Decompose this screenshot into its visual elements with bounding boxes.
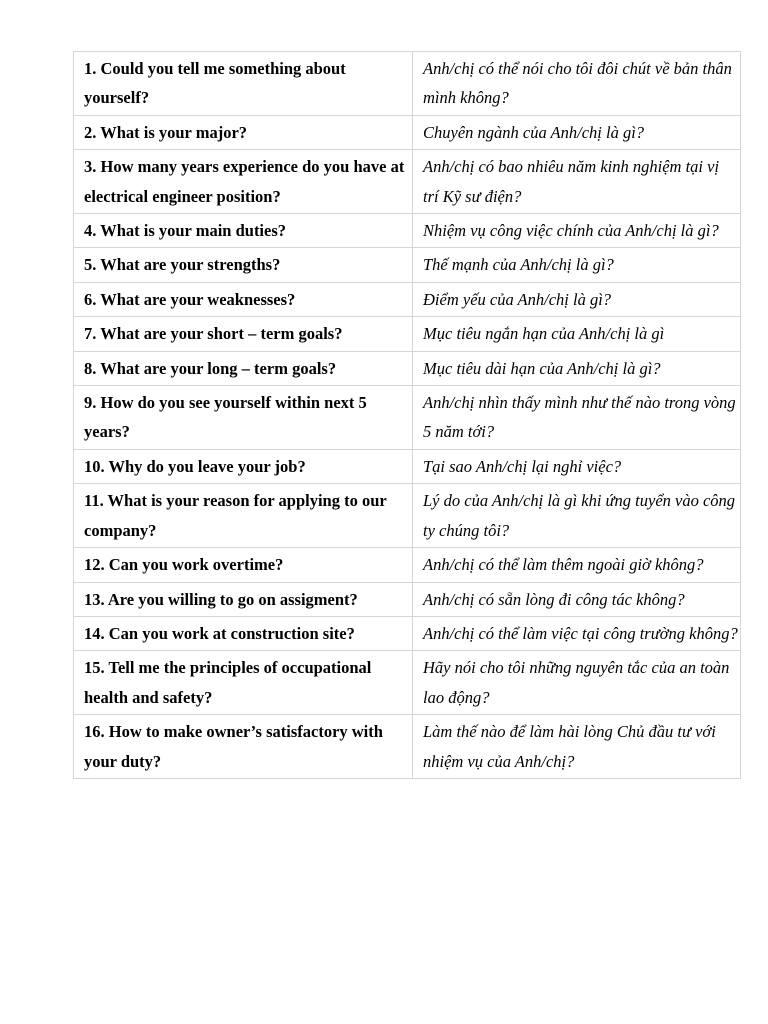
table-body <box>74 52 741 779</box>
table-row <box>74 582 741 616</box>
table-row <box>74 449 741 483</box>
question-cell: 15. Tell me the principles of occupational health and safety? <box>74 651 413 715</box>
answer-cell: Chuyên ngành của Anh/chị là gì? <box>413 115 741 149</box>
question-cell: 7. What are your short – term goals? <box>74 317 413 351</box>
question-cell: 11. What is your reason for applying to our company? <box>74 484 413 548</box>
answer-cell: Lý do của Anh/chị là gì khi ứng tuyển vào công ty chúng tôi? <box>413 484 741 548</box>
answer-cell: Nhiệm vụ công việc chính của Anh/chị là gì? <box>413 214 741 248</box>
answer-cell: Tại sao Anh/chị lại nghỉ việc? <box>413 449 741 483</box>
question-cell: 13. Are you willing to go on assigment? <box>74 582 413 616</box>
question-cell: 10. Why do you leave your job? <box>74 449 413 483</box>
question-cell: 4. What is your main duties? <box>74 214 413 248</box>
answer-cell: Anh/chị có bao nhiêu năm kinh nghiệm tại vị trí Kỹ sư điện? <box>413 150 741 214</box>
answer-cell: Điểm yếu của Anh/chị là gì? <box>413 282 741 316</box>
answer-cell: Mục tiêu dài hạn của Anh/chị là gì? <box>413 351 741 385</box>
table-row <box>74 651 741 715</box>
answer-cell: Anh/chị có sẵn lòng đi công tác không? <box>413 582 741 616</box>
table-row <box>74 616 741 650</box>
table-row <box>74 317 741 351</box>
table-row <box>74 248 741 282</box>
question-cell: 8. What are your long – term goals? <box>74 351 413 385</box>
question-cell: 9. How do you see yourself within next 5 years? <box>74 386 413 450</box>
answer-cell: Thế mạnh của Anh/chị là gì? <box>413 248 741 282</box>
table-row <box>74 214 741 248</box>
answer-cell: Làm thế nào để làm hài lòng Chủ đầu tư với nhiệm vụ của Anh/chị? <box>413 715 741 779</box>
answer-cell: Anh/chị nhìn thấy mình như thế nào trong vòng 5 năm tới? <box>413 386 741 450</box>
table-row <box>74 715 741 779</box>
answer-cell: Hãy nói cho tôi những nguyên tắc của an toàn lao động? <box>413 651 741 715</box>
table-row <box>74 484 741 548</box>
answer-cell: Anh/chị có thể làm việc tại công trường không? <box>413 616 741 650</box>
answer-cell: Mục tiêu ngắn hạn của Anh/chị là gì <box>413 317 741 351</box>
question-cell: 2. What is your major? <box>74 115 413 149</box>
question-cell: 1. Could you tell me something about yourself? <box>74 52 413 116</box>
table-row <box>74 52 741 116</box>
table-row <box>74 150 741 214</box>
table-row <box>74 282 741 316</box>
question-cell: 12. Can you work overtime? <box>74 548 413 582</box>
table-row <box>74 351 741 385</box>
table-row <box>74 548 741 582</box>
question-cell: 16. How to make owner’s satisfactory with your duty? <box>74 715 413 779</box>
table-row <box>74 115 741 149</box>
question-cell: 3. How many years experience do you have at electrical engineer position? <box>74 150 413 214</box>
table-row <box>74 386 741 450</box>
question-cell: 6. What are your weaknesses? <box>74 282 413 316</box>
answer-cell: Anh/chị có thể nói cho tôi đôi chút về bản thân mình không? <box>413 52 741 116</box>
question-cell: 5. What are your strengths? <box>74 248 413 282</box>
question-cell: 14. Can you work at construction site? <box>74 616 413 650</box>
answer-cell: Anh/chị có thể làm thêm ngoài giờ không? <box>413 548 741 582</box>
interview-questions-table <box>73 51 741 779</box>
